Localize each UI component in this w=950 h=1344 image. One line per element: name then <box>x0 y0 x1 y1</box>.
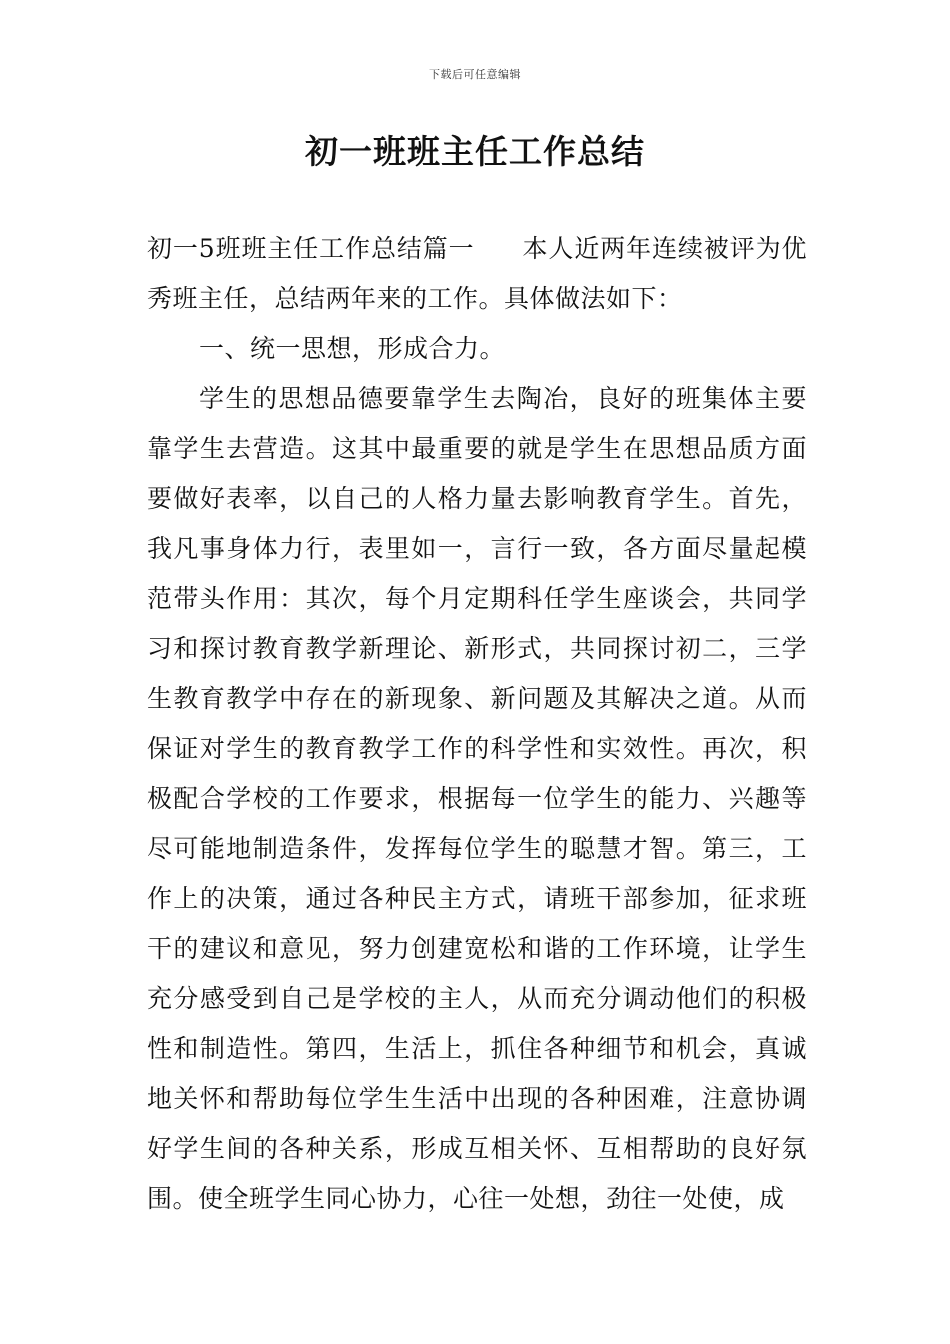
document-body <box>147 224 807 1224</box>
intro-paragraph <box>147 224 807 324</box>
intro-heading: 初一5班班主任工作总结篇一 <box>147 234 475 263</box>
body-paragraph: 学生的思想品德要靠学生去陶冶，良好的班集体主要靠学生去营造。这其中最重要的就是学生在思想品质方面要做好表率，以自己的人格力量去影响教育学生。首先，我凡事身体力行，表里如一，言行一致，各方面尽量起模范带头作用：其次，每个月定期科任学生座谈会，共同学习和探讨教育教学新理论、新形式，共同探讨初二，三学生教育教学中存在的新现象、新问题及其解决之道。从而保证对学生的教育教学工作的科学性和实效性。再次，积极配合学校的工作要求，根据每一位学生的能力、兴趣等尽可能地制造条件，发挥每位学生的聪慧才智。第三，工作上的决策，通过各种民主方式，请班干部参加，征求班干的建议和意见，努力创建宽松和谐的工作环境，让学生充分感受到自己是学校的主人，从而充分调动他们的积极性和制造性。第四，生活上，抓住各种细节和机会，真诚地关怀和帮助每位学生生活中出现的各种困难，注意协调好学生间的各种关系，形成互相关怀、互相帮助的良好氛围。使全班学生同心协力，心往一处想，劲往一处使，成 <box>147 384 807 1213</box>
header-note: 下载后可任意编辑 <box>429 68 521 81</box>
document-title: 初一班班主任工作总结 <box>305 132 645 171</box>
intro-text: 本人近两年连续被评为优秀班主任，总结两年来的工作。具体做法如下： <box>147 234 807 313</box>
section-heading: 一、统一思想，形成合力。 <box>199 334 506 363</box>
